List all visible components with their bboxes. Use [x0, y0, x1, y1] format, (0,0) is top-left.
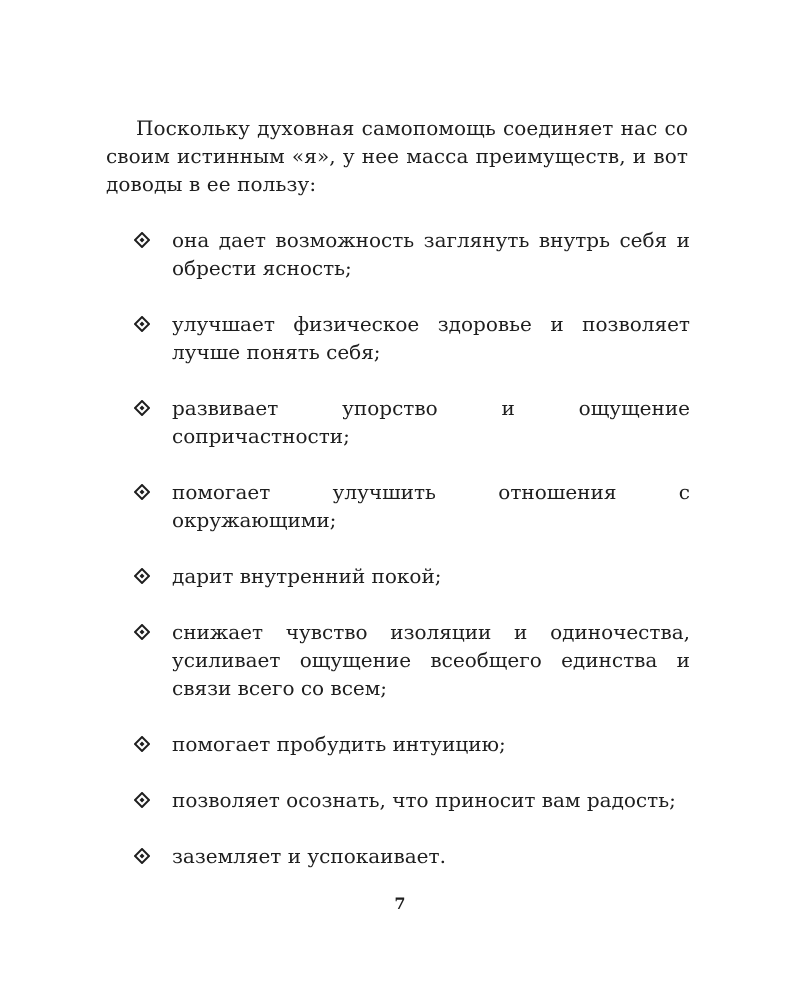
- list-item: [134, 842, 690, 870]
- benefits-list: [134, 226, 690, 898]
- list-item-text: улучшает физическое здоровье и позволяет лучше понять себя;: [172, 312, 690, 364]
- list-item: [134, 730, 690, 758]
- diamond-bullet-icon: [134, 568, 150, 584]
- list-item: [134, 226, 690, 282]
- list-item-text: заземляет и успокаивает.: [172, 844, 446, 868]
- list-item-text: помогает улучшить отношения с окружающими;: [172, 480, 690, 532]
- list-item: [134, 310, 690, 366]
- list-item: [134, 618, 690, 702]
- list-item-text: она дает возможность заглянуть внутрь себя и обрести ясность;: [172, 228, 690, 280]
- diamond-bullet-icon: [134, 484, 150, 500]
- intro-paragraph: Поскольку духовная самопомощь соединяет нас со своим истинным «я», у нее масса преимуществ, и вот доводы в ее пользу:: [106, 116, 688, 196]
- diamond-bullet-icon: [134, 400, 150, 416]
- diamond-bullet-icon: [134, 316, 150, 332]
- list-item-text: снижает чувство изоляции и одиночества, усиливает ощущение всеобщего единства и связи всего со всем;: [172, 620, 690, 700]
- diamond-bullet-icon: [134, 232, 150, 248]
- list-item: [134, 394, 690, 450]
- list-item: [134, 562, 690, 590]
- list-item-text: развивает упорство и ощущение сопричастности;: [172, 396, 690, 448]
- list-item-text: помогает пробудить интуицию;: [172, 732, 506, 756]
- list-item-text: позволяет осознать, что приносит вам радость;: [172, 788, 676, 812]
- list-item: [134, 786, 690, 814]
- diamond-bullet-icon: [134, 792, 150, 808]
- diamond-bullet-icon: [134, 736, 150, 752]
- diamond-bullet-icon: [134, 848, 150, 864]
- diamond-bullet-icon: [134, 624, 150, 640]
- page-number: 7: [394, 894, 406, 913]
- list-item: [134, 478, 690, 534]
- list-item-text: дарит внутренний покой;: [172, 564, 442, 588]
